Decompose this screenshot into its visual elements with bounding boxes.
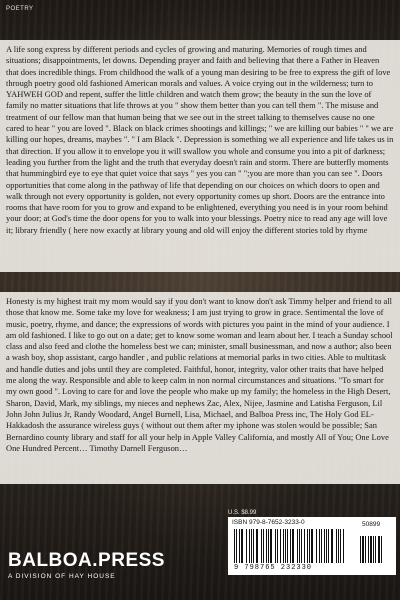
barcode-bar <box>234 529 235 563</box>
price-label: U.S. $8.99 <box>228 510 257 516</box>
barcode-bar <box>316 529 317 563</box>
supplement-number: 50899 <box>362 521 381 528</box>
barcode-bar <box>309 529 310 563</box>
barcode-bar <box>263 529 264 563</box>
barcode-bar <box>336 529 337 563</box>
barcode-bar <box>256 529 258 563</box>
barcode <box>228 517 396 575</box>
barcode-bar <box>277 529 278 563</box>
barcode-bar <box>340 529 341 563</box>
barcode-bar <box>362 536 364 563</box>
barcode-bar <box>287 529 288 563</box>
barcode-bar <box>299 529 300 563</box>
barcode-bar <box>304 529 305 563</box>
barcode-bar <box>326 529 327 563</box>
publisher-tagline: A DIVISION OF HAY HOUSE <box>8 573 116 580</box>
barcode-bar <box>251 529 252 563</box>
barcode-bar <box>373 536 374 563</box>
barcode-bar <box>275 529 276 563</box>
barcode-bar <box>370 536 372 563</box>
barcode-bar <box>297 529 298 563</box>
barcode-bar <box>311 529 313 563</box>
barcode-bar <box>266 529 267 563</box>
barcode-bar <box>246 529 247 563</box>
barcode-bar <box>268 529 269 563</box>
barcode-bar <box>307 529 308 563</box>
barcode-bar <box>365 536 366 563</box>
supplement-bars <box>360 529 392 563</box>
barcode-bar <box>253 529 254 563</box>
barcode-bar <box>285 529 286 563</box>
barcode-bar <box>249 529 250 563</box>
barcode-bar <box>236 529 237 563</box>
barcode-bar <box>368 536 369 563</box>
barcode-bar <box>290 529 291 563</box>
barcode-bar <box>338 529 339 563</box>
barcode-bar <box>283 529 284 563</box>
isbn-text: ISBN 979-8-7652-3233-0 <box>232 519 305 526</box>
genre-label: POETRY <box>6 6 34 12</box>
barcode-bar <box>375 536 376 563</box>
barcode-bar <box>343 529 344 563</box>
barcode-bar <box>328 529 329 563</box>
barcode-bar <box>319 529 320 563</box>
barcode-bar <box>360 536 361 563</box>
barcode-bar <box>239 529 240 563</box>
publisher-name: BALBOA.PRESS <box>8 550 165 571</box>
barcode-bar <box>381 536 382 563</box>
barcode-bar <box>331 529 333 563</box>
barcode-bar <box>261 529 262 563</box>
barcode-bar <box>241 529 243 563</box>
blurb-panel <box>0 40 400 272</box>
barcode-bars <box>234 529 356 563</box>
barcode-bar <box>321 529 322 563</box>
barcode-bar <box>378 536 380 563</box>
barcode-bar <box>292 529 294 563</box>
barcode-bar <box>270 529 272 563</box>
blurb-text: A life song express by different periods and cycles of growing and maturing. Memories of rough times and situations; disappointments, let downs. Depending prayer and faith and believing that there a Father in Heaven that does incredible things. From childhood the walk of a young man desiring to be free to express the gift of love through poetry good old fashioned American morals and values. A voice crying out in the wilderness; turn to YAHWEH GOD and repent, suffer the little children and watch them grow; the beauty in the sun the love of family no matter situations that life throws at you " show them better than you can tell them ". The misuse and treatment of our fellow man that human being that we see out in the street talking to themselves cause no one cared to hear " you are loved ". Black on black crimes shootings and killings; " we are killing our babies " " we are killing our hopes, dreams, maybes ". " I am Black ". Depression is something we all experience and life takes us in that direction. If you allow it to envelope you it will swallow you whole and consume you into a pit of darkness; leading you further from the light and the truth that everyday doesn't rain and storm. There are butterfly moments that hummingbird eye to eye that quiet voice that says " yes you can " ";you are more than you can see ". Doors opportunities that come along in the pathway of life that depending on our choices on which doors to open and walk through not every opportunity is golden, not every opportunity comes up short. Doors are the entrance into rooms that have room for you to grow and expand to be enlightened, everything you need is in your room behind your door; at God's time the door opens for you to walk into your blessings. Poetry nice to read any age will love it; library friendly ( here now exactly at library young and old will enjoy the different stories told by rhyme <box>6 44 394 235</box>
author-bio-text: Honesty is my highest trait my mom would say if you don't want to know don't ask Timmy helper and friend to all those that know me. Some take my love for weakness; I am just trying to grow in grace. Sentimental the love of music, poetry, rhyme, and dance; the expressions of words with pictures you paint in the mind of your audience. I am old fashioned. I like to go out on a date; get to know some woman and learn about her. I teach a Sunday school class and also feed and clothe the homeless best we can; minister, small businessman, and now a author; also been a wash boy, shop assistant, cargo handler , and public relations at memorial parks in two cities. Able to multitask and handle duties and jobs until they are completed. Faithful, honor, integrity, valor other traits that have helped me along the way. Responsible and able to keep calm in non normal circumstances and situations. "To smart for my own good ". Loving to care for and love the people who make up my family; the homeless in the High Desert, Sharon, David, Mark, my siblings, my nieces and nephews Zac, Alex, Nijee, Jasmine and Latisha Ferguson, Lil John John Julius Jr, Randy Woodard, Angel Burnell, Lisa, Michael, and Balboa Press inc, The Holy God EL-Hakkadosh the assurance wireless guys ( without out them after my iphone was stolen would be possible; San Bernardino county library and staff for all your help in Apple Valley California, and mostly All of You; One Love One Hundred Percent… Timothy Darnell Ferguson… <box>6 296 393 453</box>
ean-number: 9 798765 232330 <box>234 564 313 572</box>
publisher-logo <box>8 550 165 580</box>
bio-panel <box>0 292 400 484</box>
barcode-bar <box>280 529 281 563</box>
barcode-bar <box>324 529 325 563</box>
barcode-bar <box>301 529 302 563</box>
